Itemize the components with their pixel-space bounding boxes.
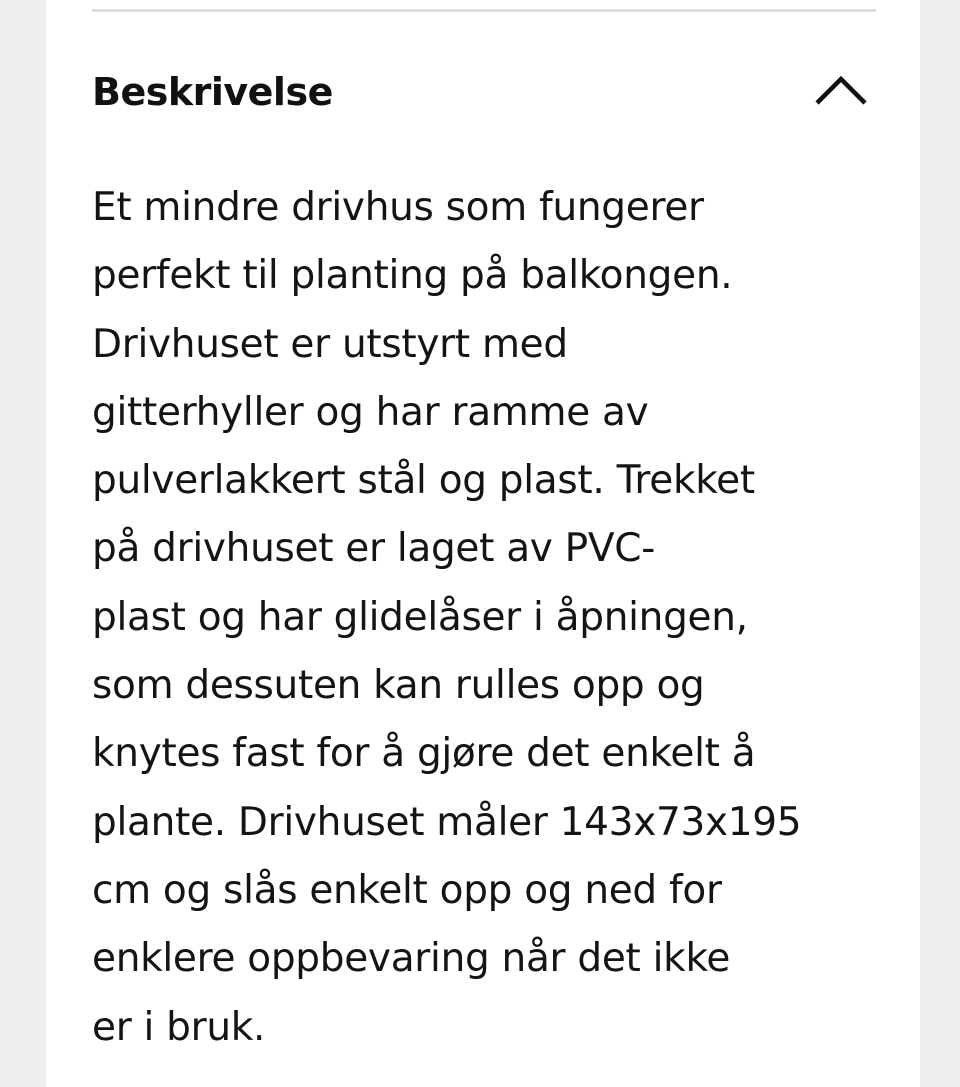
section-divider (92, 9, 876, 12)
chevron-up-icon[interactable] (814, 74, 868, 106)
description-line: er i bruk. (92, 1004, 266, 1050)
description-line: Et mindre drivhus som fungerer (92, 185, 704, 230)
description-line: på drivhuset er laget av PVC- (92, 526, 655, 572)
description-accordion-header[interactable] (92, 62, 876, 122)
description-line: pulverlakkert stål og plast. Trekket (92, 458, 755, 504)
description-line: Drivhuset er utstyrt med (92, 321, 568, 367)
description-line: plast og har glidelåser i åpningen, (92, 594, 748, 640)
description-line: cm og slås enkelt opp og ned for (92, 867, 722, 913)
description-line: som dessuten kan rulles opp og (92, 663, 705, 709)
description-line: gitterhyller og har ramme av (92, 389, 649, 435)
description-line: enklere oppbevaring når det ikke (92, 936, 731, 982)
product-details-panel (46, 0, 920, 1087)
description-line: perfekt til planting på balkongen. (92, 253, 733, 299)
description-text (92, 174, 882, 1062)
description-title: Beskrivelse (92, 70, 333, 114)
description-line: plante. Drivhuset måler 143x73x195 (92, 799, 802, 845)
description-line: knytes fast for å gjøre det enkelt å (92, 731, 756, 777)
